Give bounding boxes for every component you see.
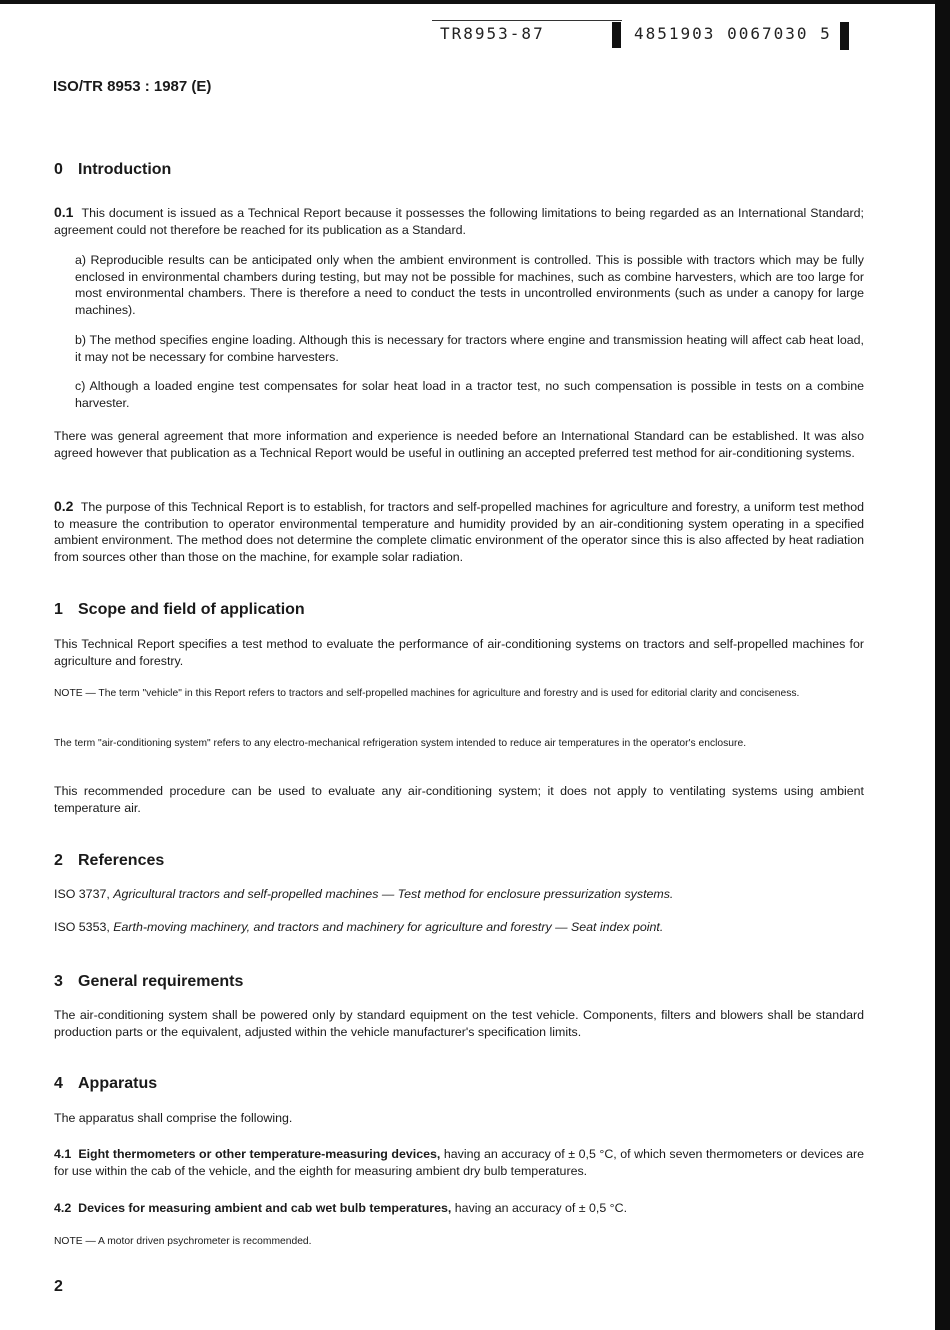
scan-right-edge: [935, 0, 950, 1330]
section-heading-introduction: 0 Introduction: [54, 161, 172, 178]
apparatus-intro: The apparatus shall comprise the following.: [54, 1111, 293, 1125]
clause-0-2: 0.2 The purpose of this Technical Report is to establish, for tractors and self-propelled machines for agriculture and forestry, a uniform test method to measure the contribution to operator environmental temperature and humidity provided by an air-conditioning system operating in a specified ambient environment. The method does not determine the complete climatic environment of the operator since this is also affected by heat radiation from sources other than those on the machine, for example solar radiation.: [54, 498, 865, 564]
section-heading-references: 2 References: [54, 852, 165, 869]
list-item-b: b) The method specifies engine loading. Although this is necessary for tractors where engine and transmission heating will affect cab heat load, it may not be necessary for combine harvesters.: [75, 333, 864, 364]
page-number: 2: [54, 1278, 63, 1295]
list-item-c: c) Although a loaded engine test compensates for solar heat load in a tractor test, no such compensation is possible in tests on a combine harvester.: [75, 379, 864, 410]
registration-mark: [612, 22, 621, 48]
registration-mark: [840, 22, 849, 50]
clause-0-1: 0.1 This document is issued as a Technical Report because it possesses the following limitations to being regarded as an International Standard; agreement could not therefore be reached for its publication as a Standard.: [54, 204, 864, 237]
scope-procedure-paragraph: This recommended procedure can be used to evaluate any air-conditioning system; it does not apply to ventilating systems using ambient temperature air.: [54, 784, 864, 815]
barcode-text: 4851903 0067030 5: [634, 24, 832, 43]
section-heading-apparatus: 4 Apparatus: [54, 1075, 158, 1092]
agreement-paragraph: There was general agreement that more information and experience is needed before an International Standard can be established. It was also agreed however that publication as a Technical Report would be useful in outlining an accepted preferred test method for air-conditioning systems.: [54, 429, 864, 460]
scope-term-note: The term "air-conditioning system" refers to any electro-mechanical refrigeration system intended to reduce air temperatures in the operator's enclosure.: [54, 738, 747, 749]
reference-iso-5353: ISO 5353, Earth-moving machinery, and tractors and machinery for agriculture and forestry — Seat index point.: [54, 920, 664, 934]
apparatus-note: NOTE — A motor driven psychrometer is recommended.: [54, 1236, 312, 1247]
section-heading-general-requirements: 3 General requirements: [54, 973, 244, 990]
scan-top-edge: [0, 0, 950, 4]
general-requirements-paragraph: The air-conditioning system shall be powered only by standard equipment on the test vehicle. Components, filters and blowers shall be standard production parts or the equivalent, adjusted within the vehicle manufacturer's specification limits.: [54, 1008, 864, 1039]
section-heading-scope: 1 Scope and field of application: [54, 601, 305, 618]
clause-4-1: 4.1 Eight thermometers or other temperature-measuring devices, having an accuracy of ± 0,5 °C, of which seven thermometers or devices are for use within the cab of the vehicle, and the eighth for measuring ambient dry bulb temperatures.: [54, 1147, 864, 1178]
header-rule: [432, 20, 622, 21]
standard-id: ISO/TR 8953 : 1987 (E): [53, 78, 212, 95]
doc-code: TR8953-87: [440, 24, 545, 43]
scope-note: NOTE — The term "vehicle" in this Report refers to tractors and self-propelled machines for agriculture and forestry and is used for editorial clarity and conciseness.: [54, 688, 800, 699]
scope-paragraph: This Technical Report specifies a test method to evaluate the performance of air-conditioning systems on tractors and self-propelled machines for agriculture and forestry.: [54, 637, 864, 668]
clause-4-2: 4.2 Devices for measuring ambient and cab wet bulb temperatures, having an accuracy of ± 0,5 °C.: [54, 1201, 628, 1215]
list-item-a: a) Reproducible results can be anticipated only when the ambient environment is controlled. This is possible with tractors which may be fully enclosed in environmental chambers during testing, but may not be possible for machines, such as combine harvesters, which are too large for most environmental chambers. There is therefore a need to conduct the tests in uncontrolled environments (such as under a canopy for large machines).: [75, 253, 864, 317]
reference-iso-3737: ISO 3737, Agricultural tractors and self-propelled machines — Test method for enclosure pressurization systems.: [54, 887, 674, 901]
